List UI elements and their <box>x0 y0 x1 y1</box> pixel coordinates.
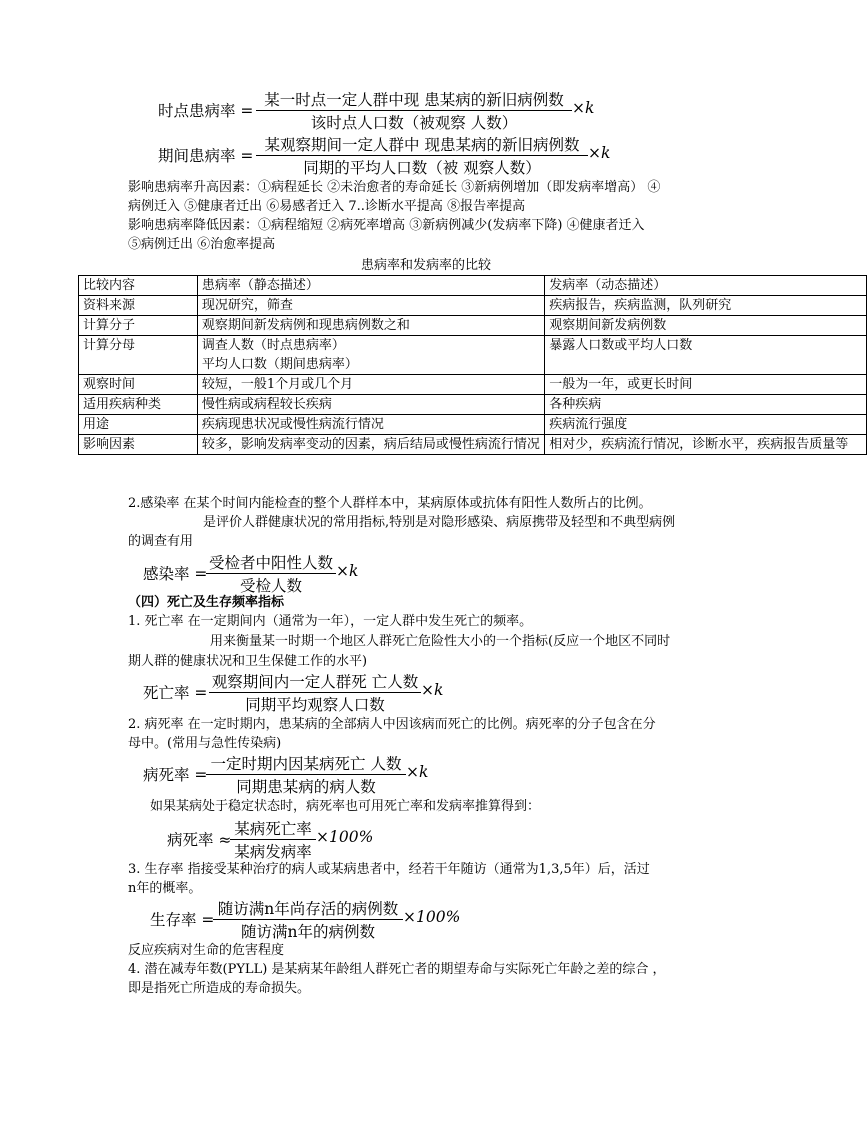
table-cell: 观察期间新发病例数 <box>545 316 867 336</box>
formula-label: 病死率 ≈ <box>167 831 232 849</box>
formula-multiplier: ×k <box>421 681 444 699</box>
formula-denominator: 同期的平均人口数（被 观察人数） <box>303 159 541 177</box>
factors-up-line2: 病例迁入 ⑤健康者迁出 ⑥易感者迁入 7..诊断水平提高 ⑧报告率提高 <box>128 199 526 214</box>
factors-down-line2: ⑤病例迁出 ⑥治愈率提高 <box>128 237 276 252</box>
death-rate-line2: 用来衡量某一时期一个地区人群死亡危险性大小的一个指标(反应一个地区不同时 <box>210 634 671 649</box>
fatality-line1: 2. 病死率 在一定时期内，患某病的全部病人中因该病而死亡的比例。病死率的分子包含在分 <box>128 717 656 732</box>
formula-label: 死亡率 = <box>143 684 208 702</box>
table-cell: 各种疾病 <box>545 395 867 415</box>
formula-label: 生存率 = <box>150 911 215 929</box>
formula-mortality-rate <box>143 670 463 716</box>
formula-numerator: 一定时期内因某病死亡 人数 <box>210 755 402 773</box>
formula-denominator: 某病发病率 <box>234 843 312 861</box>
death-rate-line1: 1. 死亡率 在一定期间内（通常为一年），一定人群中发生死亡的频率。 <box>128 614 533 629</box>
comparison-table <box>78 275 867 455</box>
formula-numerator: 某病死亡率 <box>234 820 312 838</box>
pyll-line2: 即是指死亡所造成的寿命损失。 <box>128 981 311 996</box>
table-cell: 适用疾病种类 <box>79 395 198 415</box>
table-cell: 观察时间 <box>79 375 198 395</box>
table-caption: 患病率和发病率的比较 <box>361 258 492 273</box>
infection-line3: 的调查有用 <box>128 534 194 549</box>
formula-denominator: 该时点人口数（被观察 人数） <box>310 114 518 132</box>
table-header-row <box>79 276 867 296</box>
table-cell: 较多，影响发病率变动的因素，病后结局或慢性病流行情况 <box>197 435 544 455</box>
survival-line2: n年的概率。 <box>128 881 202 896</box>
formula-numerator: 随访满n年尚存活的病例数 <box>217 900 399 918</box>
table-cell: 影响因素 <box>79 435 198 455</box>
table-row <box>79 296 867 316</box>
factors-down-line1: 影响患病率降低因素：①病程缩短 ②病死率增高 ③新病例减少(发病率下降) ④健康者迁入 <box>128 218 645 233</box>
table-cell: 发病率（动态描述） <box>545 276 867 296</box>
formula-numerator: 观察期间内一定人群死 亡人数 <box>211 673 419 691</box>
formula-survival-rate <box>150 897 470 943</box>
infection-line1: 2.感染率 在某个时间内能检查的整个人群样本中，某病原体或抗体有阳性人数所占的比例。 <box>128 496 652 511</box>
formula-denominator: 同期平均观察人口数 <box>245 696 385 714</box>
table-cell: 现况研究，筛查 <box>197 296 544 316</box>
table-row <box>79 336 867 375</box>
fatality-line3: 如果某病处于稳定状态时，病死率也可用死亡率和发病率推算得到： <box>150 799 541 814</box>
table-cell: 相对少，疾病流行情况，诊断水平，疾病报告质量等 <box>545 435 867 455</box>
table-cell: 调查人数（时点患病率） 平均人口数（期间患病率） <box>197 336 544 375</box>
formula-multiplier: ×k <box>336 562 359 580</box>
formula-label: 时点患病率 = <box>158 102 254 120</box>
formula-multiplier: ×100% <box>316 828 374 846</box>
formula-multiplier: ×k <box>588 144 611 162</box>
death-rate-line3: 期人群的健康状况和卫生保健工作的水平) <box>128 654 368 669</box>
table-cell: 比较内容 <box>79 276 198 296</box>
formula-denominator: 随访满n年的病例数 <box>241 923 375 941</box>
table-row <box>79 435 867 455</box>
formula-numerator: 某观察期间一定人群中 现患某病的新旧病例数 <box>264 136 580 154</box>
pyll-line1: 4. 潜在减寿年数(PYLL) 是某病某年龄组人群死亡者的期望寿命与实际死亡年龄之差的综合 ， <box>128 962 666 977</box>
formula-label: 感染率 = <box>143 565 208 583</box>
formula-point-prevalence <box>158 88 598 134</box>
survival-line1: 3. 生存率 指接受某种治疗的病人或某病患者中，经若干年随访（通常为1,3,5年）后，活过 <box>128 862 650 877</box>
formula-denominator: 受检人数 <box>239 577 302 595</box>
table-cell: 疾病流行强度 <box>545 415 867 435</box>
table-cell: 疾病报告，疾病监测，队列研究 <box>545 296 867 316</box>
section-heading: （四）死亡及生存频率指标 <box>128 595 285 610</box>
table-row <box>79 415 867 435</box>
formula-multiplier: ×100% <box>403 908 461 926</box>
formula-denominator: 同期患某病的病人数 <box>236 778 376 796</box>
table-cell: 患病率（静态描述） <box>197 276 544 296</box>
formula-label: 病死率 = <box>143 766 208 784</box>
table-cell: 计算分母 <box>79 336 198 375</box>
formula-period-prevalence <box>158 133 618 179</box>
table-cell: 慢性病或病程较长疾病 <box>197 395 544 415</box>
formula-label: 期间患病率 = <box>158 147 254 165</box>
formula-multiplier: ×k <box>572 99 595 117</box>
table-row <box>79 375 867 395</box>
table-cell: 观察期间新发病例和现患病例数之和 <box>197 316 544 336</box>
formula-infection-rate <box>143 551 383 597</box>
table-cell: 资料来源 <box>79 296 198 316</box>
table-row <box>79 316 867 336</box>
formula-multiplier: ×k <box>406 763 429 781</box>
formula-fatality-rate <box>143 752 463 798</box>
infection-line2: 是评价人群健康状况的常用指标,特别是对隐形感染、病原携带及轻型和不典型病例 <box>203 515 676 530</box>
table-cell: 计算分子 <box>79 316 198 336</box>
table-cell: 较短，一般1个月或几个月 <box>197 375 544 395</box>
table-cell: 暴露人口数或平均人口数 <box>545 336 867 375</box>
factors-up-line1: 影响患病率升高因素：①病程延长 ②未治愈者的寿命延长 ③新病例增加（即发病率增高） ④ <box>128 180 661 195</box>
formula-numerator: 受检者中阳性人数 <box>208 554 333 572</box>
formula-fatality-approx <box>167 817 387 863</box>
table-row <box>79 395 867 415</box>
table-cell: 疾病现患状况或慢性病流行情况 <box>197 415 544 435</box>
table-cell: 用途 <box>79 415 198 435</box>
fatality-line2: 母中。(常用与急性传染病) <box>128 736 282 751</box>
formula-numerator: 某一时点一定人群中现 患某病的新旧病例数 <box>264 91 564 109</box>
table-cell: 一般为一年，或更长时间 <box>545 375 867 395</box>
survival-line3: 反应疾病对生命的危害程度 <box>128 943 285 958</box>
